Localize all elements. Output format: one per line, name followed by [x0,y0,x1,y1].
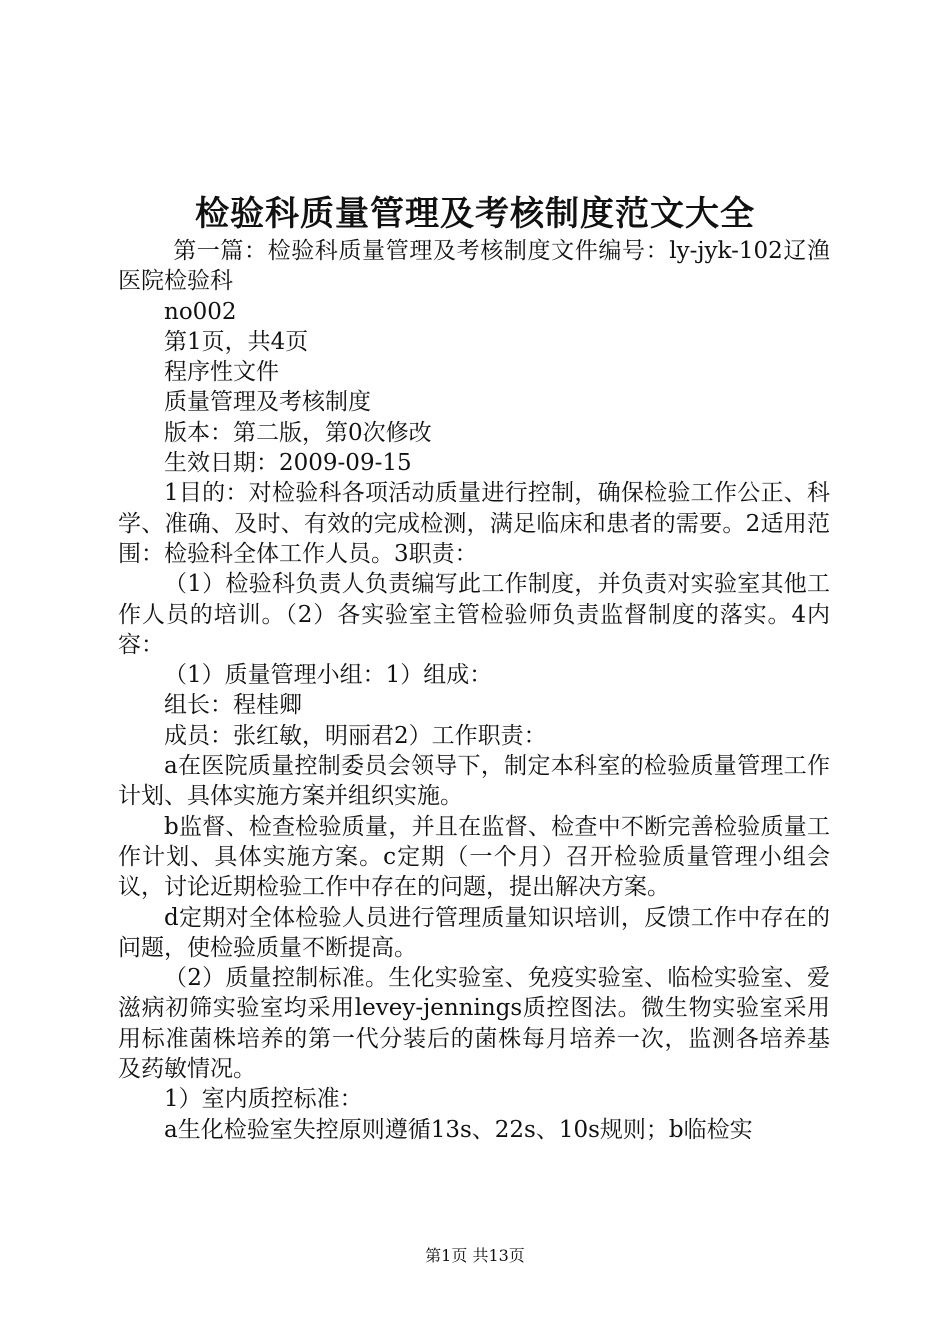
page-footer: 第1页 共13页 [425,1246,525,1265]
paragraph: no002 [164,298,237,325]
paragraph: 生效日期：2009-09-15 [164,450,412,477]
paragraph: a生化检验室失控原则遵循13s、22s、10s规则；b临检实 [164,1116,753,1143]
paragraph: （1）检验科负责人负责编写此工作制度，并负责对实验室其他工作人员的培训。（2）各实验室主管检验师负责监督制度的落实。4内容： [118,571,830,658]
paragraph: 第1页，共4页 [164,328,309,355]
paragraph: 1目的：对检验科各项活动质量进行控制，确保检验工作公正、科学、准确、及时、有效的完成检测，满足临床和患者的需要。2适用范围：检验科全体工作人员。3职责： [118,480,830,567]
paragraph: 第一篇：检验科质量管理及考核制度文件编号：ly-jyk-102辽渔医院检验科 [118,238,830,295]
paragraph: b监督、检查检验质量，并且在监督、检查中不断完善检验质量工作计划、具体实施方案。c定期（一个月）召开检验质量管理小组会议，讨论近期检验工作中存在的问题，提出解决方案。 [118,813,830,901]
document-title: 检验科质量管理及考核制度范文大全 [195,194,755,234]
paragraph: （1）质量管理小组：1）组成： [164,662,493,689]
paragraph: 组长：程桂卿 [164,692,302,719]
paragraph: 版本：第二版，第0次修改 [164,419,432,446]
paragraph: d定期对全体检验人员进行管理质量知识培训，反馈工作中存在的问题，使检验质量不断提高。 [118,904,830,961]
paragraph: 成员：张红敏，明丽君2）工作职责： [164,722,547,749]
paragraph: 程序性文件 [164,359,279,386]
paragraph: （2）质量控制标准。生化实验室、免疫实验室、临检实验室、爱滋病初筛实验室均采用levey-jennings质控图法。微生物实验室采用用标准菌株培养的第一代分装后的菌株每月培养一次，监测各培养基及药敏情况。 [118,965,830,1083]
paragraph: 1）室内质控标准： [164,1086,363,1113]
paragraph: 质量管理及考核制度 [164,389,371,416]
document-body [118,236,830,1145]
paragraph: a在医院质量控制委员会领导下，制定本科室的检验质量管理工作计划、具体实施方案并组织实施。 [118,753,830,810]
